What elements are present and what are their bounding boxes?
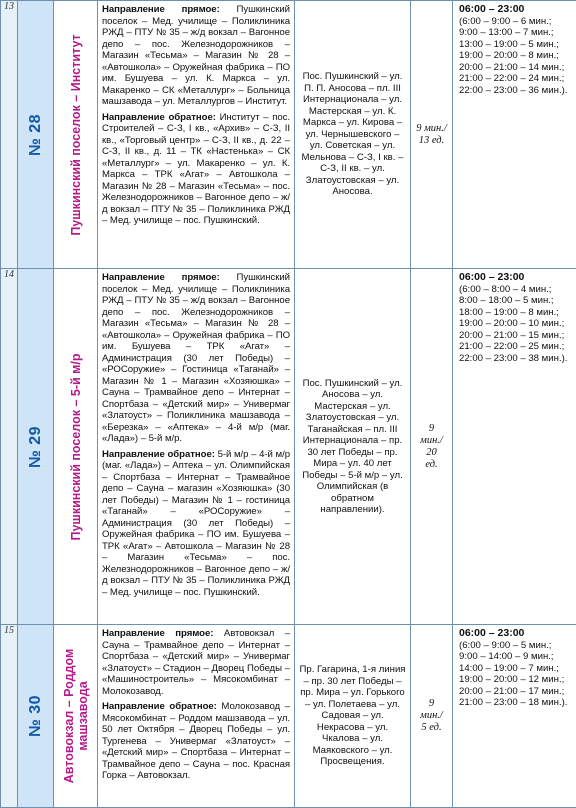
route-number-cell (18, 1, 54, 269)
return-stops: Молокозавод – Мясокомбинат – Роддом машзавода – ул. 50 лет Октября – Дворец Победы – ул. Тургенева – Универмаг «Златоуст» – «Детский мир» – Спортбаза – Интернат – Трамвайное депо – Сауна – пос. Красная Горка – Автовокзал. (102, 701, 290, 781)
forward-stops: Пушкинский поселок – Мед. училище – Поликлиника РЖД – ПТУ № 35 – ж/д вокзал – Вагонное депо – пос. Железнодорожников – Магазин «Тесьма» – Магазин № 28 – «Автошкола» – Оружейная фабрика – ПО им. Бушуева – ул. К. Маркса – ул. Макаренко – СК «Металлург» – Больница машзавода – ул. Металлургов – Институт. (102, 4, 290, 107)
interval-units: 9 мин./ 20 ед. (418, 423, 445, 471)
operating-hours: 06:00 – 23:00 (459, 271, 524, 283)
interval-cell (411, 269, 453, 625)
return-direction (102, 449, 290, 599)
streets-cell (295, 625, 411, 808)
operating-hours: 06:00 – 23:00 (459, 627, 524, 639)
forward-label: Направление прямое: (102, 4, 220, 15)
schedule-breakdown: (6:00 – 9:00 – 6 мин.; 9:00 – 13:00 – 7 мин.; 13:00 – 19:00 – 5 мин.; 19:00 – 20:00 – 8 мин.; 20:00 – 21:00 – 14 мин.; 21:00 – 22:00 – 24 мин.; 22:00 – 23:00 – 36 мин.). (459, 16, 567, 96)
schedule-breakdown: (6:00 – 9:00 – 5 мин.; 9:00 – 14:00 – 9 мин.; 14:00 – 19:00 – 7 мин.; 19:00 – 20:00 – 12 мин.; 20:00 – 21:00 – 17 мин.; 21:00 – 23:00 – 18 мин.). (459, 640, 567, 709)
schedule-cell (453, 1, 576, 269)
interval-cell (411, 625, 453, 808)
return-stops: Институт – пос. Строителей – С-З, I кв., «Архив» – С-З, II кв., «Торговый центр» – С-З, II кв., д. 22 – С-З, II кв., д. 11 – ТК «Настенька» – СК «Металлург» – ул. Макаренко – ул. К. Маркса – ТРК «Агат» – Автошкола – Магазин № 28 – Магазин «Тесьма» – пос. Железнодорожников – Вагонное депо – ж/д вокзал – ПТУ № 35 – Поликлиника РЖД – Мед. училище – пос. Пушкинский. (102, 112, 290, 227)
route-number: № 29 (27, 425, 45, 467)
forward-label: Направление прямое: (102, 272, 220, 283)
schedule-cell (453, 625, 576, 808)
row-index: 14 (1, 269, 18, 625)
return-direction (102, 112, 290, 227)
route-row (1, 625, 576, 808)
return-stops: 5-й м/р – 4-й м/р (маг. «Лада») – Аптека – ул. Олимпийская – Спортбаза – Интернат – Трамвайное депо – Сауна – магазин «Хозяюшка» (30 лет Победы) – Магазин № 1 – гостиница «Таганай» – «РОСоружие» – Администрация (30 лет Победы) – Оружейная фабрика – ПО им. Бушуева – ТРК «Агат» – Автошкола – Магазин № 28 – Магазин «Тесьма» – пос. Железнодорожников – Вагонное депо – ж/д вокзал – ПТУ № 35 – Поликлиника РЖД – Мед. училище – пос. Пушкинский. (102, 449, 290, 598)
forward-stops: Пушкинский поселок – Мед. училище – Поликлиника РЖД – ПТУ № 35 – ж/д вокзал – Вагонное депо – пос. Железнодорожников – Магазин «Тесьма» – Магазин № 28 – «Автошкола» – Оружейная фабрика – ПО им. Бушуева – ТРК «Агат» – Администрация (30 лет Победы) – «РОСоружие» – Гостиница «Таганай» – Магазин № 1 – Магазин «Хозяюшка» – Сауна – Трамвайное депо – Интернат – Спортбаза – «Детский мир» – Универмаг «Златоуст» – Поликлиника машзавода – «Березка» – «Аптека» – 4-й м/р (маг. «Лада») – 5-й м/р. (102, 272, 290, 444)
streets-cell (295, 1, 411, 269)
route-name (69, 353, 83, 540)
route-row (1, 1, 576, 269)
return-label: Направление обратное: (102, 701, 217, 712)
route-number: № 28 (27, 113, 45, 155)
directions-cell (98, 1, 295, 269)
forward-stops: Автовокзал – Сауна – Трамвайное депо – Интернат – Спортбаза – «Детский мир» – Универмаг «Златоуст» – Стадион – Дворец Победы – «Машиностроитель» – Мясокомбинат – Молокозавод. (102, 628, 290, 697)
route-number-cell (18, 625, 54, 808)
interval-units: 9 мин./ 13 ед. (414, 123, 449, 147)
route-name-cell (54, 269, 98, 625)
return-direction (102, 701, 290, 782)
streets-cell (295, 269, 411, 625)
forward-direction (98, 1, 294, 227)
route-name-line: машзавода (76, 649, 90, 783)
forward-direction (98, 625, 294, 782)
streets-list: Пр. Гагарина, 1-я линия – пр. 30 лет Победы – пр. Мира – ул. Горького – ул. Полетаева – ул. Садовая – ул. Некрасова – ул. Чкалова – ул. Маяковского – ул. Просвещения. (295, 664, 410, 768)
directions-cell (98, 269, 295, 625)
forward-direction (98, 269, 294, 598)
route-name-cell (54, 1, 98, 269)
streets-list: Пос. Пушкинский – ул. П. П. Аносова – пл. III Интернационала – ул. Мастерская – ул. К. Маркса – ул. Кирова – ул. Чернышевского – ул. Советская – ул. Мельнова – С-З, I кв. – С-З, II кв. – ул. Златоустовская – ул. Аносова. (295, 71, 410, 198)
schedule (453, 625, 576, 709)
route-number-cell (18, 269, 54, 625)
schedule (453, 269, 576, 364)
return-label: Направление обратное: (102, 449, 215, 460)
return-label: Направление обратное: (102, 112, 216, 123)
interval-units: 9 мин./ 5 ед. (418, 698, 445, 734)
route-number: № 30 (27, 695, 45, 737)
schedule-cell (453, 269, 576, 625)
route-name-line: Пушкинский поселок – 5-й м/р (69, 353, 83, 540)
schedule-breakdown: (6:00 – 8:00 – 4 мин.; 8:00 – 18:00 – 5 мин.; 18:00 – 19:00 – 8 мин.; 19:00 – 20:00 – 10 мин.; 20:00 – 21:00 – 15 мин.; 21:00 – 22:00 – 25 мин.; 22:00 – 23:00 – 38 мин.). (459, 284, 567, 364)
schedule (453, 1, 576, 96)
route-name-line: Автовокзал – Роддом (62, 649, 76, 783)
directions-cell (98, 625, 295, 808)
streets-list: Пос. Пушкинский – ул. Аносова – ул. Мастерская – ул. Златоустовская – ул. Таганайская – пл. III Интернационала – пр. 30 лет Победы – пр. Мира – ул. 40 лет Победы – 5-й м/р – ул. Олимпийская (в обратном направлении). (295, 378, 410, 516)
row-index: 13 (1, 1, 18, 269)
route-name (62, 649, 90, 783)
interval-cell (411, 1, 453, 269)
route-name-line: Пушкинский поселок – Институт (69, 34, 83, 235)
forward-label: Направление прямое: (102, 628, 213, 639)
row-index: 15 (1, 625, 18, 808)
operating-hours: 06:00 – 23:00 (459, 3, 524, 15)
route-name (69, 34, 83, 235)
route-name-cell (54, 625, 98, 808)
route-row (1, 269, 576, 625)
